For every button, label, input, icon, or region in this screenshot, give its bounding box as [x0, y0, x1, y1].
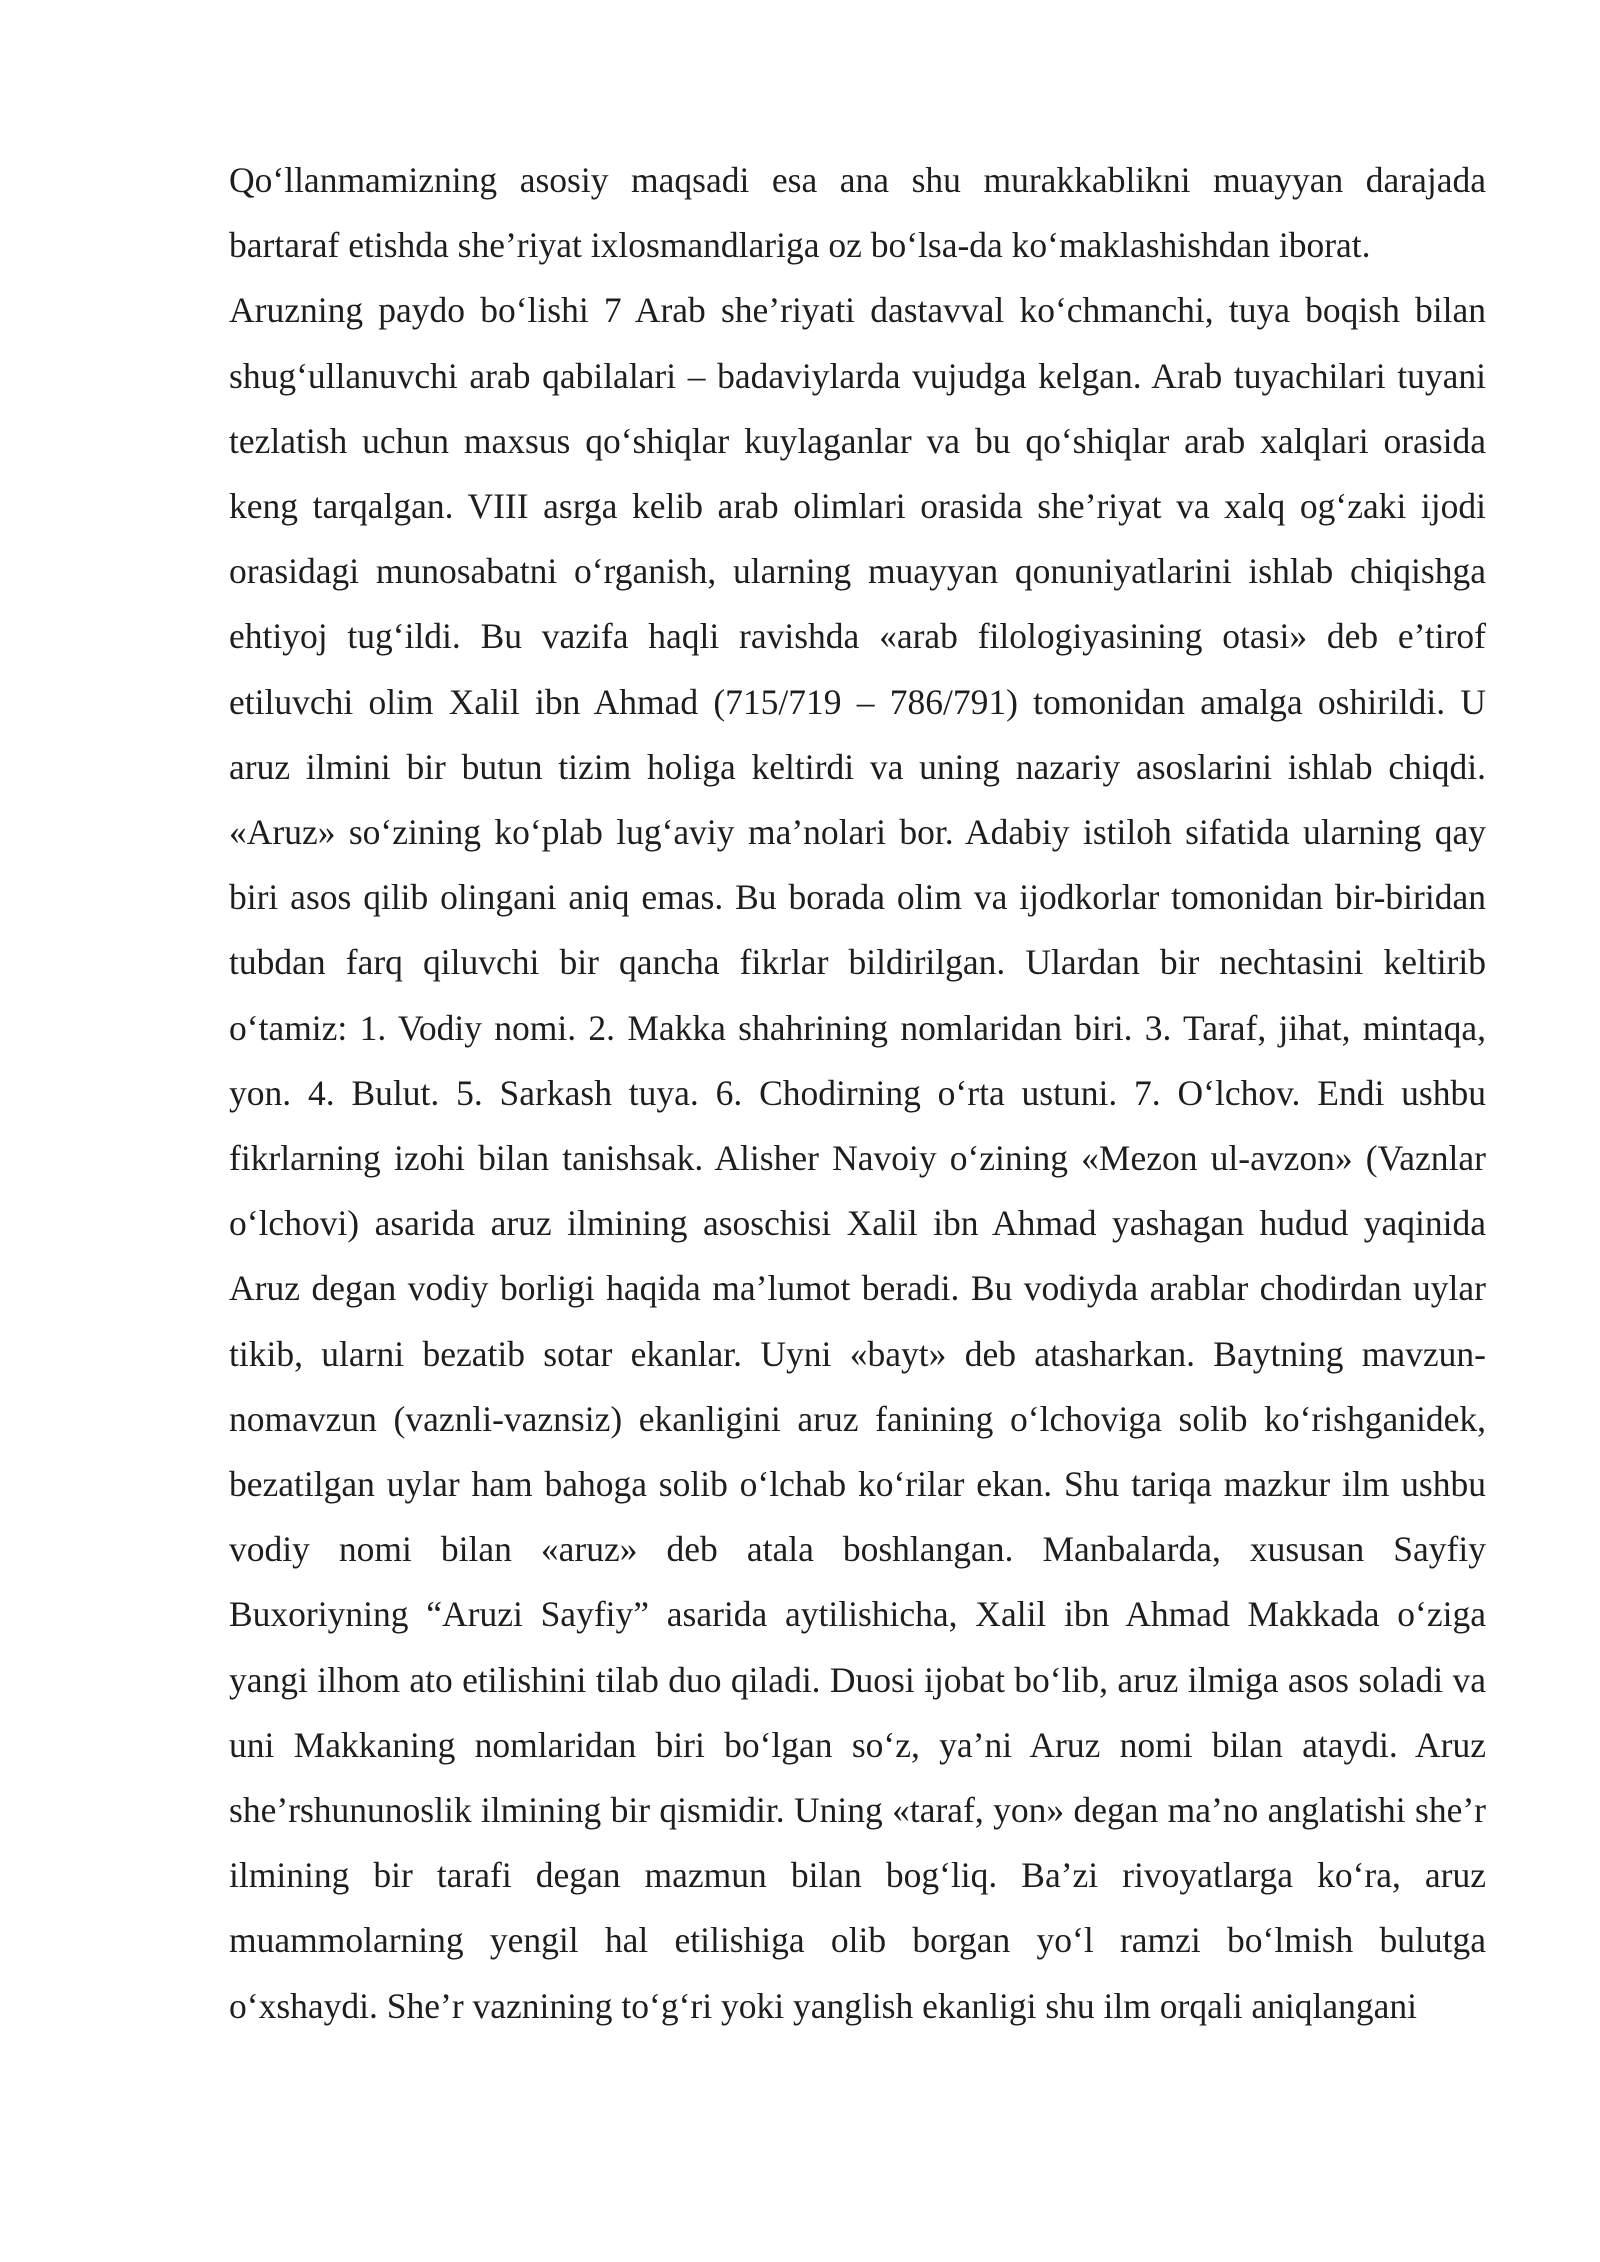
paragraph-aruz-origin: Aruzning paydo bo‘lishi 7 Arab she’riyati dastavval ko‘chmanchi, tuya boqish bilan shug‘ullanuvchi arab qabilalari – badaviylarda vujudga kelgan. Arab tuyachilari tuyani tezlatish uchun maxsus qo‘shiqlar kuylaganlar va bu qo‘shiqlar arab xalqlari orasida keng tarqalgan. VIII asrga kelib arab olimlari orasida she’riyat va xalq og‘zaki ijodi orasidagi munosabatni o‘rganish, ularning muayyan qonuniyatlarini ishlab chiqishga ehtiyoj tug‘ildi. Bu vazifa haqli ravishda «arab filologiyasining otasi» deb e’tirof etiluvchi olim Xalil ibn Ahmad (715/719 – 786/791) tomonidan amalga oshirildi. U aruz ilmini bir butun tizim holiga keltirdi va uning nazariy asoslarini ishlab chiqdi. «Aruz» so‘zining ko‘plab lug‘aviy ma’nolari bor. Adabiy istiloh sifatida ularning qay biri asos qilib olingani aniq emas. Bu borada olim va ijodkorlar tomonidan bir-biridan tubdan farq qiluvchi bir qancha fikrlar bildirilgan. Ulardan bir nechtasini keltirib o‘tamiz: 1. Vodiy nomi. 2. Makka shahrining nomlaridan biri. 3. Taraf, jihat, mintaqa, yon. 4. Bulut. 5. Sarkash tuya. 6. Chodirning o‘rta ustuni. 7. O‘lchov. Endi ushbu fikrlarning izohi bilan tanishsak. Alisher Navoiy o‘zining «Mezon ul-avzon» (Vaznlar o‘lchovi) asarida aruz ilmining asoschisi Xalil ibn Ahmad yashagan hudud yaqinida Aruz degan vodiy borligi haqida ma’lumot beradi. Bu vodiyda arablar chodirdan uylar tikib, ularni bezatib sotar ekanlar. Uyni «bayt» deb atasharkan. Baytning mavzun-nomavzun (vaznli-vaznsiz) ekanligini aruz fanining o‘lchoviga solib ko‘rishganidek, bezatilgan uylar ham bahoga solib o‘lchab ko‘rilar ekan. Shu tariqa mazkur ilm ushbu vodiy nomi bilan «aruz» deb atala boshlangan. Manbalarda, xususan Sayfiy Buxoriyning “Aruzi Sayfiy” asarida aytilishicha, Xalil ibn Ahmad Makkada o‘ziga yangi ilhom ato etilishini tilab duo qiladi. Duosi ijobat bo‘lib, aruz ilmiga asos soladi va uni Makkaning nomlaridan biri bo‘lgan so‘z, ya’ni Aruz nomi bilan ataydi. Aruz she’rshununoslik ilmining bir qismidir. Uning «taraf, yon» degan ma’no anglatishi she’r ilmining bir tarafi degan mazmun bilan bog‘liq. Ba’zi rivoyatlarga ko‘ra, aruz muammolarning yengil hal etilishiga olib borgan yo‘l ramzi bo‘lmish bulutga o‘xshaydi. She’r vaznining to‘g‘ri yoki yanglish ekanligi shu ilm orqali aniqlangani: [229, 290, 1486, 2026]
body-text: [229, 148, 1486, 2039]
paragraph-intro: Qo‘llanmamizning asosiy maqsadi esa ana shu murakkablikni muayyan darajada bartaraf etishda she’riyat ixlosmandlariga oz bo‘lsa-da ko‘maklashishdan iborat.: [229, 160, 1486, 266]
